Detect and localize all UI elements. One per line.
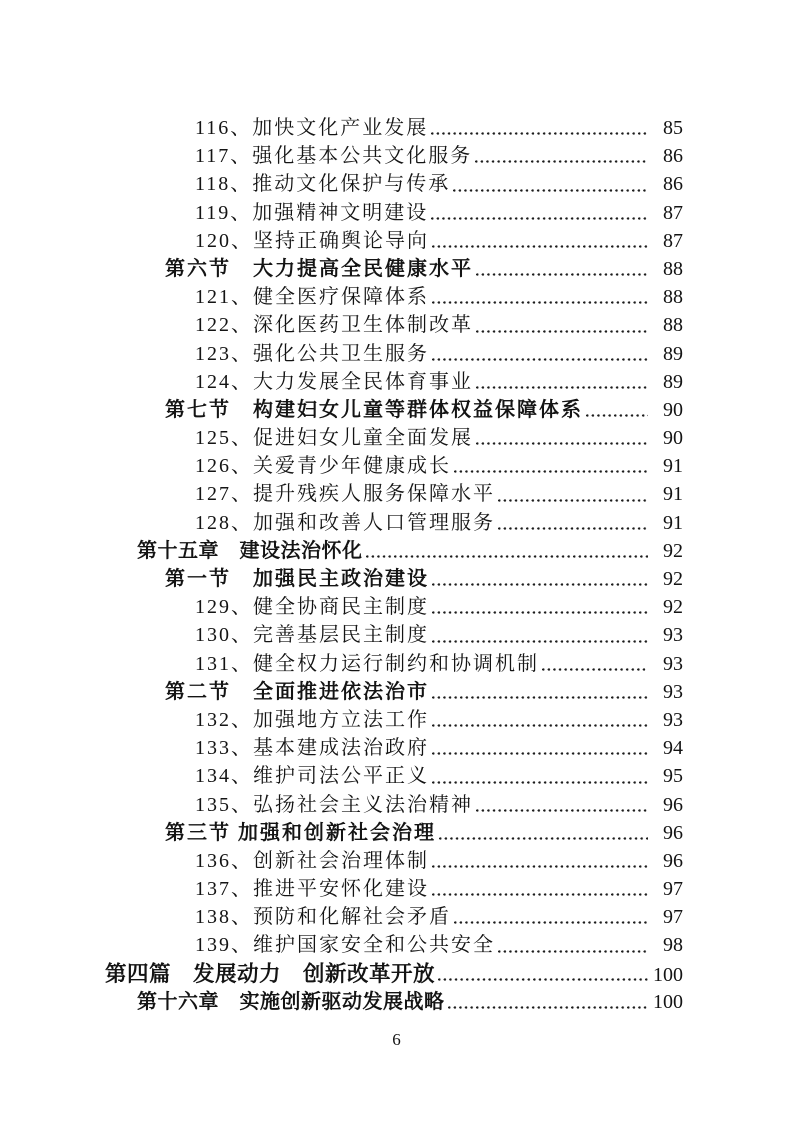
toc-entry[interactable] <box>0 819 793 847</box>
dot-leader <box>439 837 648 840</box>
dot-leader <box>431 217 648 220</box>
dot-leader <box>448 1006 649 1009</box>
dot-leader <box>432 696 648 699</box>
toc-entry[interactable] <box>0 452 793 480</box>
toc-entry-page: 90 <box>663 427 683 450</box>
dot-leader <box>432 893 648 896</box>
toc-entry[interactable] <box>0 621 793 649</box>
toc-entry[interactable] <box>0 565 793 593</box>
toc-entry-page: 94 <box>663 737 683 760</box>
toc-entry-label: 132、加强地方立法工作 <box>195 708 429 731</box>
toc-entry[interactable] <box>0 396 793 424</box>
toc-entry[interactable] <box>0 650 793 678</box>
toc-entry-label: 135、弘扬社会主义法治精神 <box>195 793 473 816</box>
toc-entry-label: 第四篇 发展动力 创新改革开放 <box>105 961 436 986</box>
dot-leader <box>476 330 648 333</box>
toc-entry-page: 89 <box>663 342 683 365</box>
page-footer <box>0 1030 793 1050</box>
toc-entry-page: 88 <box>663 286 683 309</box>
dot-leader <box>475 160 648 163</box>
dot-leader <box>432 301 648 304</box>
toc-entry-page: 91 <box>663 511 683 534</box>
toc-entry-label: 131、健全权力运行制约和协调机制 <box>195 652 539 675</box>
toc-entry-page: 93 <box>663 680 683 703</box>
dot-leader <box>476 386 648 389</box>
toc-entry-label: 第二节 全面推进依法治市 <box>165 680 429 703</box>
dot-leader <box>454 921 648 924</box>
toc-entry[interactable] <box>0 791 793 819</box>
toc-entry-page: 95 <box>663 765 683 788</box>
toc-entry-page: 97 <box>663 906 683 929</box>
footer-page-number: 6 <box>392 1030 401 1049</box>
toc-entry-label: 118、推动文化保护与传承 <box>195 173 451 196</box>
toc-entry-page: 85 <box>663 117 683 139</box>
toc-entry-page: 98 <box>663 934 683 957</box>
toc-entry-label: 121、健全医疗保障体系 <box>195 286 429 309</box>
toc-entry-label: 第十五章 建设法治怀化 <box>137 539 363 562</box>
toc-entry[interactable] <box>0 283 793 311</box>
toc-entry-page: 88 <box>663 257 683 280</box>
toc-entry-label: 129、健全协商民主制度 <box>195 596 429 619</box>
toc-entry-label: 第三节 加强和创新社会治理 <box>165 821 436 844</box>
toc-entry[interactable] <box>0 960 793 988</box>
toc-entry-page: 96 <box>663 849 683 872</box>
toc-entry-label: 125、促进妇女儿童全面发展 <box>195 427 473 450</box>
toc-entry[interactable] <box>0 424 793 452</box>
toc-entry-label: 第六节 大力提高全民健康水平 <box>165 257 473 280</box>
toc-entry-label: 第十六章 实施创新驱动发展战略 <box>137 990 445 1013</box>
toc-entry[interactable] <box>0 199 793 227</box>
toc-entry-page: 91 <box>663 483 683 506</box>
toc-entry[interactable] <box>0 311 793 339</box>
dot-leader <box>454 470 648 473</box>
toc-entry[interactable] <box>0 847 793 875</box>
toc-entry[interactable] <box>0 480 793 508</box>
toc-entry-page: 86 <box>663 173 683 196</box>
toc-entry-page: 91 <box>663 455 683 478</box>
toc-entry[interactable] <box>0 255 793 283</box>
dot-leader <box>438 978 648 981</box>
toc-entry[interactable] <box>0 537 793 565</box>
toc-entry-label: 123、强化公共卫生服务 <box>195 342 429 365</box>
toc-entry-page: 100 <box>653 963 683 986</box>
dot-leader <box>476 809 648 812</box>
toc-entry[interactable] <box>0 142 793 170</box>
toc-entry[interactable] <box>0 368 793 396</box>
dot-leader <box>498 499 648 502</box>
toc-entry-page: 92 <box>663 539 683 562</box>
dot-leader <box>432 583 648 586</box>
toc-entry[interactable] <box>0 762 793 790</box>
toc-entry-label: 117、强化基本公共文化服务 <box>195 145 473 168</box>
toc-entry-label: 128、加强和改善人口管理服务 <box>195 511 495 534</box>
toc-entry-label: 133、基本建成法治政府 <box>195 737 429 760</box>
toc-entry-label: 134、维护司法公平正义 <box>195 765 429 788</box>
toc-entry-label: 120、坚持正确舆论导向 <box>195 229 429 252</box>
dot-leader <box>476 273 648 276</box>
dot-leader <box>586 414 648 417</box>
toc-entry-page: 93 <box>663 708 683 731</box>
toc-entry-label: 119、加强精神文明建设 <box>195 201 429 224</box>
toc-entry[interactable] <box>0 340 793 368</box>
dot-leader <box>432 865 648 868</box>
dot-leader <box>432 724 648 727</box>
toc-entry-label: 116、加快文化产业发展 <box>195 117 429 139</box>
toc-entry-page: 92 <box>663 596 683 619</box>
dot-leader <box>453 189 648 192</box>
toc-entry-page: 87 <box>663 229 683 252</box>
dot-leader <box>431 132 648 135</box>
toc-entry-label: 126、关爱青少年健康成长 <box>195 455 451 478</box>
dot-leader <box>542 668 648 671</box>
toc-entry-label: 138、预防和化解社会矛盾 <box>195 906 451 929</box>
toc-entry-page: 96 <box>663 793 683 816</box>
toc-entry-label: 130、完善基层民主制度 <box>195 624 429 647</box>
toc-entry-label: 122、深化医药卫生体制改革 <box>195 314 473 337</box>
toc-entry[interactable] <box>0 903 793 931</box>
toc-entry[interactable] <box>0 734 793 762</box>
toc-entry[interactable] <box>0 170 793 198</box>
toc-entry[interactable] <box>0 875 793 903</box>
toc-entry-page: 90 <box>663 398 683 421</box>
toc-entry-page: 88 <box>663 314 683 337</box>
dot-leader <box>432 781 648 784</box>
dot-leader <box>432 611 648 614</box>
toc-entry-label: 第一节 加强民主政治建设 <box>165 568 429 590</box>
toc-entry-label: 127、提升残疾人服务保障水平 <box>195 483 495 506</box>
toc-entry[interactable] <box>0 593 793 621</box>
toc-entry[interactable] <box>0 678 793 706</box>
toc-entry-page: 97 <box>663 878 683 901</box>
toc-entry-page: 87 <box>663 201 683 224</box>
toc-entry-label: 136、创新社会治理体制 <box>195 849 429 872</box>
toc-entry-page: 89 <box>663 370 683 393</box>
toc-entry-page: 92 <box>663 568 683 590</box>
toc-entry-label: 137、推进平安怀化建设 <box>195 878 429 901</box>
toc-entry-label: 139、维护国家安全和公共安全 <box>195 934 495 957</box>
dot-leader <box>432 245 648 248</box>
dot-leader <box>498 950 648 953</box>
toc-entry[interactable] <box>0 227 793 255</box>
toc-entry-page: 96 <box>663 821 683 844</box>
toc-entry[interactable] <box>0 931 793 959</box>
toc-entry-label: 124、大力发展全民体育事业 <box>195 370 473 393</box>
toc-entry-page: 86 <box>663 145 683 168</box>
dot-leader <box>432 640 648 643</box>
toc-entry[interactable] <box>0 114 793 142</box>
toc-entry-page: 93 <box>663 624 683 647</box>
toc-entry[interactable] <box>0 988 793 1016</box>
toc-entry-page: 100 <box>653 990 683 1013</box>
toc-entry-page: 93 <box>663 652 683 675</box>
dot-leader <box>498 527 648 530</box>
dot-leader <box>432 752 648 755</box>
toc-entry-label: 第七节 构建妇女儿童等群体权益保障体系 <box>165 398 583 421</box>
toc-entry[interactable] <box>0 509 793 537</box>
dot-leader <box>366 555 649 558</box>
toc-entry[interactable] <box>0 706 793 734</box>
dot-leader <box>476 442 648 445</box>
dot-leader <box>432 358 648 361</box>
